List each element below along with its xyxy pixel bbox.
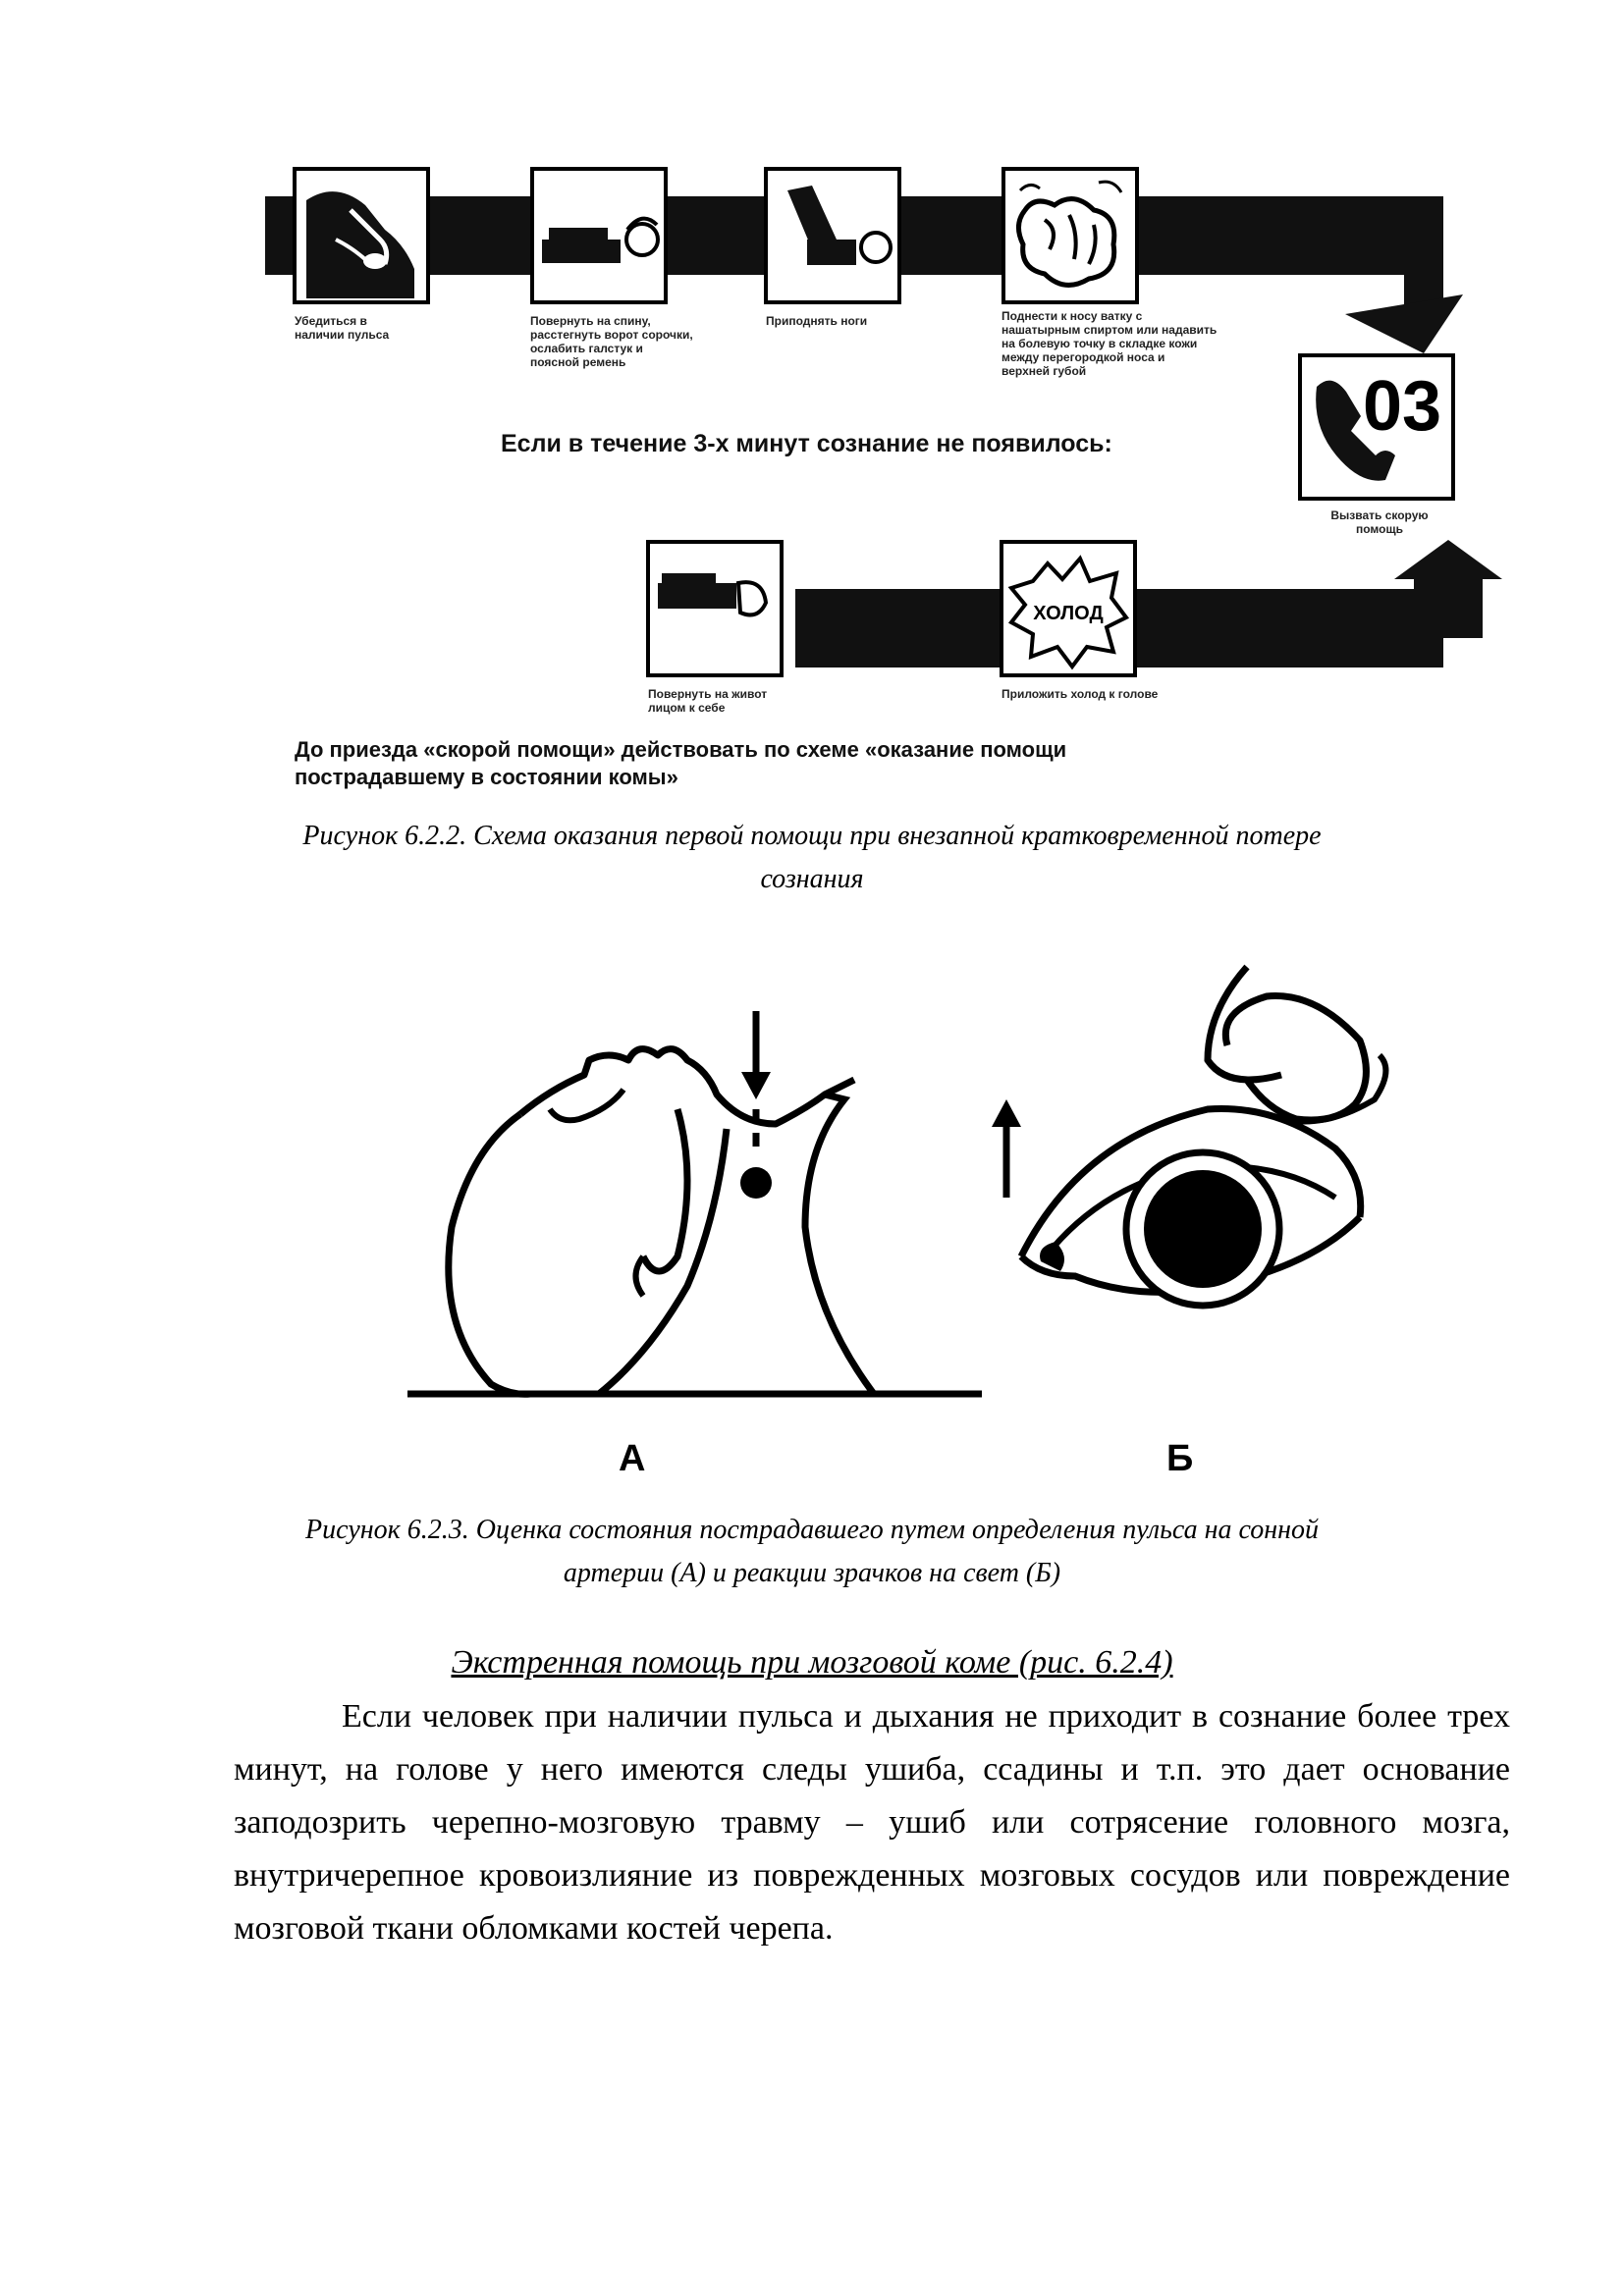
arrow-up-icon xyxy=(1394,540,1502,638)
raised-legs-icon xyxy=(768,171,897,300)
cold-pack-icon xyxy=(1003,544,1133,673)
ambulance-number: 03 xyxy=(1363,367,1442,446)
cold-icon-text: ХОЛОД xyxy=(1033,603,1104,624)
first-aid-scheme xyxy=(265,157,1473,805)
bottom-step1-caption: Повернуть на живот лицом к себе xyxy=(648,687,768,715)
step3-caption: Приподнять ноги xyxy=(766,314,868,328)
figure-eye-light xyxy=(982,962,1443,1315)
section-heading: Экстренная помощь при мозговой коме (рис. 6.2.4) xyxy=(451,1644,1173,1681)
panel-turn-on-stomach xyxy=(646,540,784,677)
step4-caption: Поднести к носу ватку с нашатырным спиртом или надавить на болевую точку в складке кожи между перегородкой носа и верхней губой xyxy=(1001,309,1218,378)
paragraph-text: Если человек при наличии пульса и дыхания не приходит в сознание более трех минут, на голове у него имеются следы ушиба, ссадины и т.п. это дает основание заподозрить черепно-мозговую травму – ушиб или сотрясение головного мозга, внутричерепное кровоизлияние из поврежденных мозговых сосудов или повреждение мозговой ткани обломками костей черепа. xyxy=(234,1698,1510,1947)
condition-text: Если в течение 3-х минут сознание не появилось: xyxy=(501,430,1112,457)
hand-neck-icon xyxy=(297,171,426,300)
body-paragraph xyxy=(234,1690,1510,1955)
figure-head-pulse xyxy=(393,962,1001,1423)
label-b: Б xyxy=(1166,1438,1194,1479)
step2-caption: Повернуть на спину, расстегнуть ворот сорочки, ослабить галстук и поясной ремень xyxy=(530,314,693,369)
ambulance-caption: Вызвать скорую помощь xyxy=(1330,508,1429,536)
bottom-step2-caption: Приложить холод к голове xyxy=(1001,687,1159,701)
panel-ammonia xyxy=(1001,167,1139,304)
panel-apply-cold xyxy=(1000,540,1137,677)
label-a: А xyxy=(619,1438,646,1479)
panel-call-ambulance xyxy=(1298,353,1455,501)
step1-caption: Убедиться в наличии пульса xyxy=(295,314,390,342)
instruction-text: До приезда «скорой помощи» действовать по схеме «оказание помощи пострадавшему в состоянии комы» xyxy=(295,737,1067,789)
prone-person-icon xyxy=(650,544,780,673)
arrow-down-icon xyxy=(1326,245,1463,353)
ammonia-cotton-icon xyxy=(1005,171,1135,300)
panel-check-pulse xyxy=(293,167,430,304)
figure-6-2-3-caption: Рисунок 6.2.3. Оценка состояния пострадавшего путем определения пульса на сонной артерии (А) и реакции зрачков на свет (Б) xyxy=(305,1515,1319,1588)
lying-person-icon xyxy=(534,171,664,300)
panel-turn-on-back xyxy=(530,167,668,304)
panel-raise-legs xyxy=(764,167,901,304)
figure-6-2-2-caption: Рисунок 6.2.2. Схема оказания первой помощи при внезапной кратковременной потере сознания xyxy=(302,821,1322,894)
